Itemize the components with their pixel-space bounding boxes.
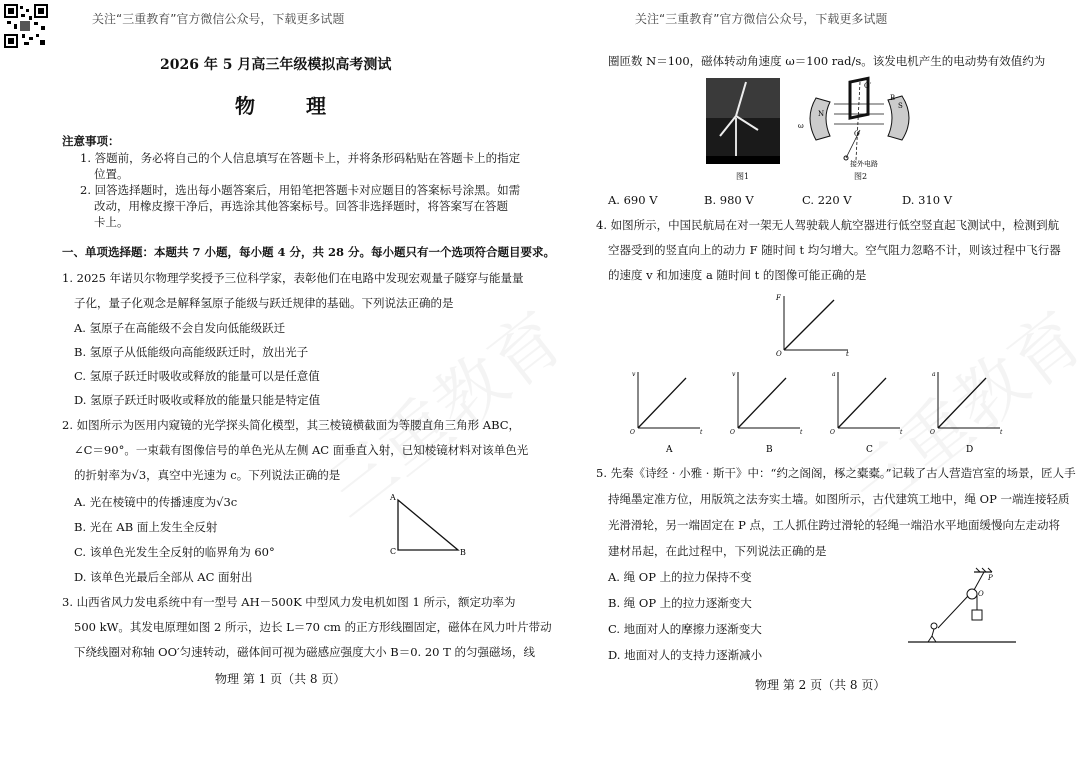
pulley-label-p: P (988, 574, 993, 582)
q1-stem: 子化，量子化观念是解释氢原子能级与跃迁规律的基础。下列说法正确的是 (74, 296, 454, 310)
graph-a-label: A (666, 445, 673, 455)
q2-option-b: B. 光在 AB 面上发生全反射 (74, 520, 218, 534)
page-2 (540, 0, 1080, 764)
q3-stem-cont: 圈匝数 N＝100，磁体转动角速度 ω＝100 rad/s。该发电机产生的电动势有效值约为 (608, 54, 1046, 68)
notice-item: 1. 答题前，务必将自己的个人信息填写在答题卡上，并将条形码粘贴在答题卡上的指定 (80, 151, 521, 165)
graph-c-y: a (832, 371, 836, 378)
notice-item: 卡上。 (94, 215, 129, 229)
axis-o-prime-label: O′ (864, 82, 872, 90)
q4-option-graphs (620, 368, 1003, 456)
graph-a (630, 371, 703, 455)
pulley-diagram (908, 566, 1020, 650)
q3-option-c: C. 220 V (802, 193, 852, 207)
graph-b-label: B (766, 445, 773, 455)
header-note: 关注“三重教育”官方微信公众号，下载更多试题 (635, 12, 888, 26)
q5-option-b: B. 绳 OP 上的拉力逐渐变大 (608, 596, 752, 610)
page-footer: 物理 第 2 页（共 8 页） (755, 678, 886, 692)
graph-c (830, 371, 903, 455)
q1-option-c: C. 氢原子跃迁时吸收或释放的能量可以是任意值 (74, 369, 320, 383)
page-footer: 物理 第 1 页（共 8 页） (215, 672, 346, 686)
exam-title: 2026 年 5 月高三年级模拟高考测试 (160, 57, 392, 73)
origin-label: O (776, 350, 782, 358)
prism-diagram (388, 492, 468, 558)
notice-item: 位置。 (94, 167, 129, 181)
q2-stem: ∠C＝90°。一束载有图像信号的单色光从左侧 AC 面垂直入射，已知棱镜材料对该单色光 (74, 443, 529, 457)
axis-label-f: F (776, 294, 781, 302)
graph-a-y: v (632, 371, 636, 378)
q3-stem: 下绕线圈对称轴 OO′匀速转动，磁体间可视为磁感应强度大小 B＝0. 20 T 的匀强磁场，线 (74, 645, 535, 659)
q5-stem: 5. 先秦《诗经 · 小雅 · 斯干》中：“约之阁阁，椓之橐橐。”记载了古人营造宫室的场景，匠人手 (596, 466, 1076, 480)
notice-item: 2. 回答选择题时，选出每小题答案后，用铅笔把答题卡对应题目的答案标号涂黑。如需 (80, 183, 521, 197)
graph-c-x: t (900, 429, 903, 436)
graph-c-label: C (866, 445, 873, 455)
omega-label: ω (798, 122, 804, 130)
q3-option-a: A. 690 V (608, 193, 658, 207)
q2-option-c: C. 该单色光发生全反射的临界角为 60° (74, 545, 275, 559)
graph-c-o: O (830, 429, 835, 436)
graph-d-label: D (966, 445, 974, 455)
prism-label-c: C (390, 547, 397, 556)
q2-option-a: A. 光在棱镜中的传播速度为√3c (74, 495, 238, 509)
q5-option-c: C. 地面对人的摩擦力逐渐变大 (608, 622, 762, 636)
q2-stem: 的折射率为√3，真空中光速为 c。下列说法正确的是 (74, 468, 341, 482)
generator-diagram (794, 78, 924, 168)
header-note: 关注“三重教育”官方微信公众号，下载更多试题 (92, 12, 345, 26)
q3-stem: 500 kW。其发电原理如图 2 所示，边长 L＝70 cm 的正方形线圈固定，磁体在风力叶片带动 (74, 620, 552, 634)
q3-option-b: B. 980 V (704, 193, 754, 207)
q4-stem: 空器受到的竖直向上的动力 F 随时间 t 均匀增大。空气阻力忽略不计，则该过程中飞行器 (608, 243, 1061, 257)
axis-o-label: O (854, 130, 860, 138)
prism-label-a: A (390, 493, 396, 502)
notice-heading: 注意事项： (62, 134, 120, 148)
wind-turbine-photo (706, 78, 780, 164)
prism-label-b: B (460, 548, 466, 557)
graph-b-x: t (800, 429, 803, 436)
fig2-caption: 图2 (854, 172, 868, 181)
graph-b (730, 371, 803, 455)
graph-a-o: O (630, 429, 635, 436)
q5-stem: 持绳墨定准方位，用版筑之法夯实土墙。如图所示，古代建筑工地中，绳 OP 一端连接轻质 (608, 492, 1070, 506)
q4-stem: 的速度 v 和加速度 a 随时间 t 的图像可能正确的是 (608, 268, 867, 282)
q5-stem: 建材吊起，在此过程中，下列说法正确的是 (608, 544, 827, 558)
graph-d-y: a (932, 371, 936, 378)
graph-d-o: O (930, 429, 935, 436)
q1-option-a: A. 氢原子在高能级不会自发向低能级跃迁 (74, 321, 286, 335)
q5-option-d: D. 地面对人的支持力逐渐减小 (608, 648, 763, 662)
q1-option-b: B. 氢原子从低能级向高能级跃迁时，放出光子 (74, 345, 309, 359)
notice-item: 改动，用橡皮擦干净后，再选涂其他答案标号。回答非选择题时，将答案写在答题 (94, 199, 508, 213)
q2-stem: 2. 如图所示为医用内窥镜的光学探头简化模型，其三棱镜横截面为等腰直角三角形 ABC， (62, 418, 521, 432)
external-circuit-label: 接外电路 (850, 160, 878, 168)
q5-option-a: A. 绳 OP 上的拉力保持不变 (608, 570, 752, 584)
qr-code-icon (4, 4, 48, 48)
q3-option-d: D. 310 V (902, 193, 953, 207)
subject-title: 物 理 (235, 94, 348, 118)
magnet-n-label: N (818, 110, 825, 118)
graph-d (930, 371, 1003, 455)
graph-d-x: t (1000, 429, 1003, 436)
q5-stem: 光滑滑轮，另一端固定在 P 点，工人抓住跨过滑轮的轻绳一端沿水平地面缓慢向左走动将 (608, 518, 1061, 532)
q4-stem: 4. 如图所示，中国民航局在对一架无人驾驶载人航空器进行低空竖直起飞测试中，检测到航 (596, 218, 1060, 232)
graph-a-x: t (700, 429, 703, 436)
q1-option-d: D. 氢原子跃迁时吸收或释放的能量只能是特定值 (74, 393, 321, 407)
axis-label-t: t (846, 350, 849, 358)
field-b-label: B (890, 94, 896, 102)
section-heading: 一、单项选择题：本题共 7 小题，每小题 4 分，共 28 分。每小题只有一个选项符合题目要求。 (62, 245, 556, 259)
graph-b-y: v (732, 371, 736, 378)
magnet-s-label: S (898, 102, 903, 110)
force-time-graph (772, 292, 852, 360)
q2-option-d: D. 该单色光最后全部从 AC 面射出 (74, 570, 253, 584)
q3-stem: 3. 山西省风力发电系统中有一型号 AH－500K 中型风力发电机如图 1 所示，额定功率为 (62, 595, 516, 609)
fig1-caption: 图1 (736, 172, 750, 181)
graph-b-o: O (730, 429, 735, 436)
q1-stem: 1. 2025 年诺贝尔物理学奖授予三位科学家，表彰他们在电路中发现宏观量子隧穿与能量量 (62, 271, 524, 285)
pulley-label-o: O (978, 590, 984, 598)
